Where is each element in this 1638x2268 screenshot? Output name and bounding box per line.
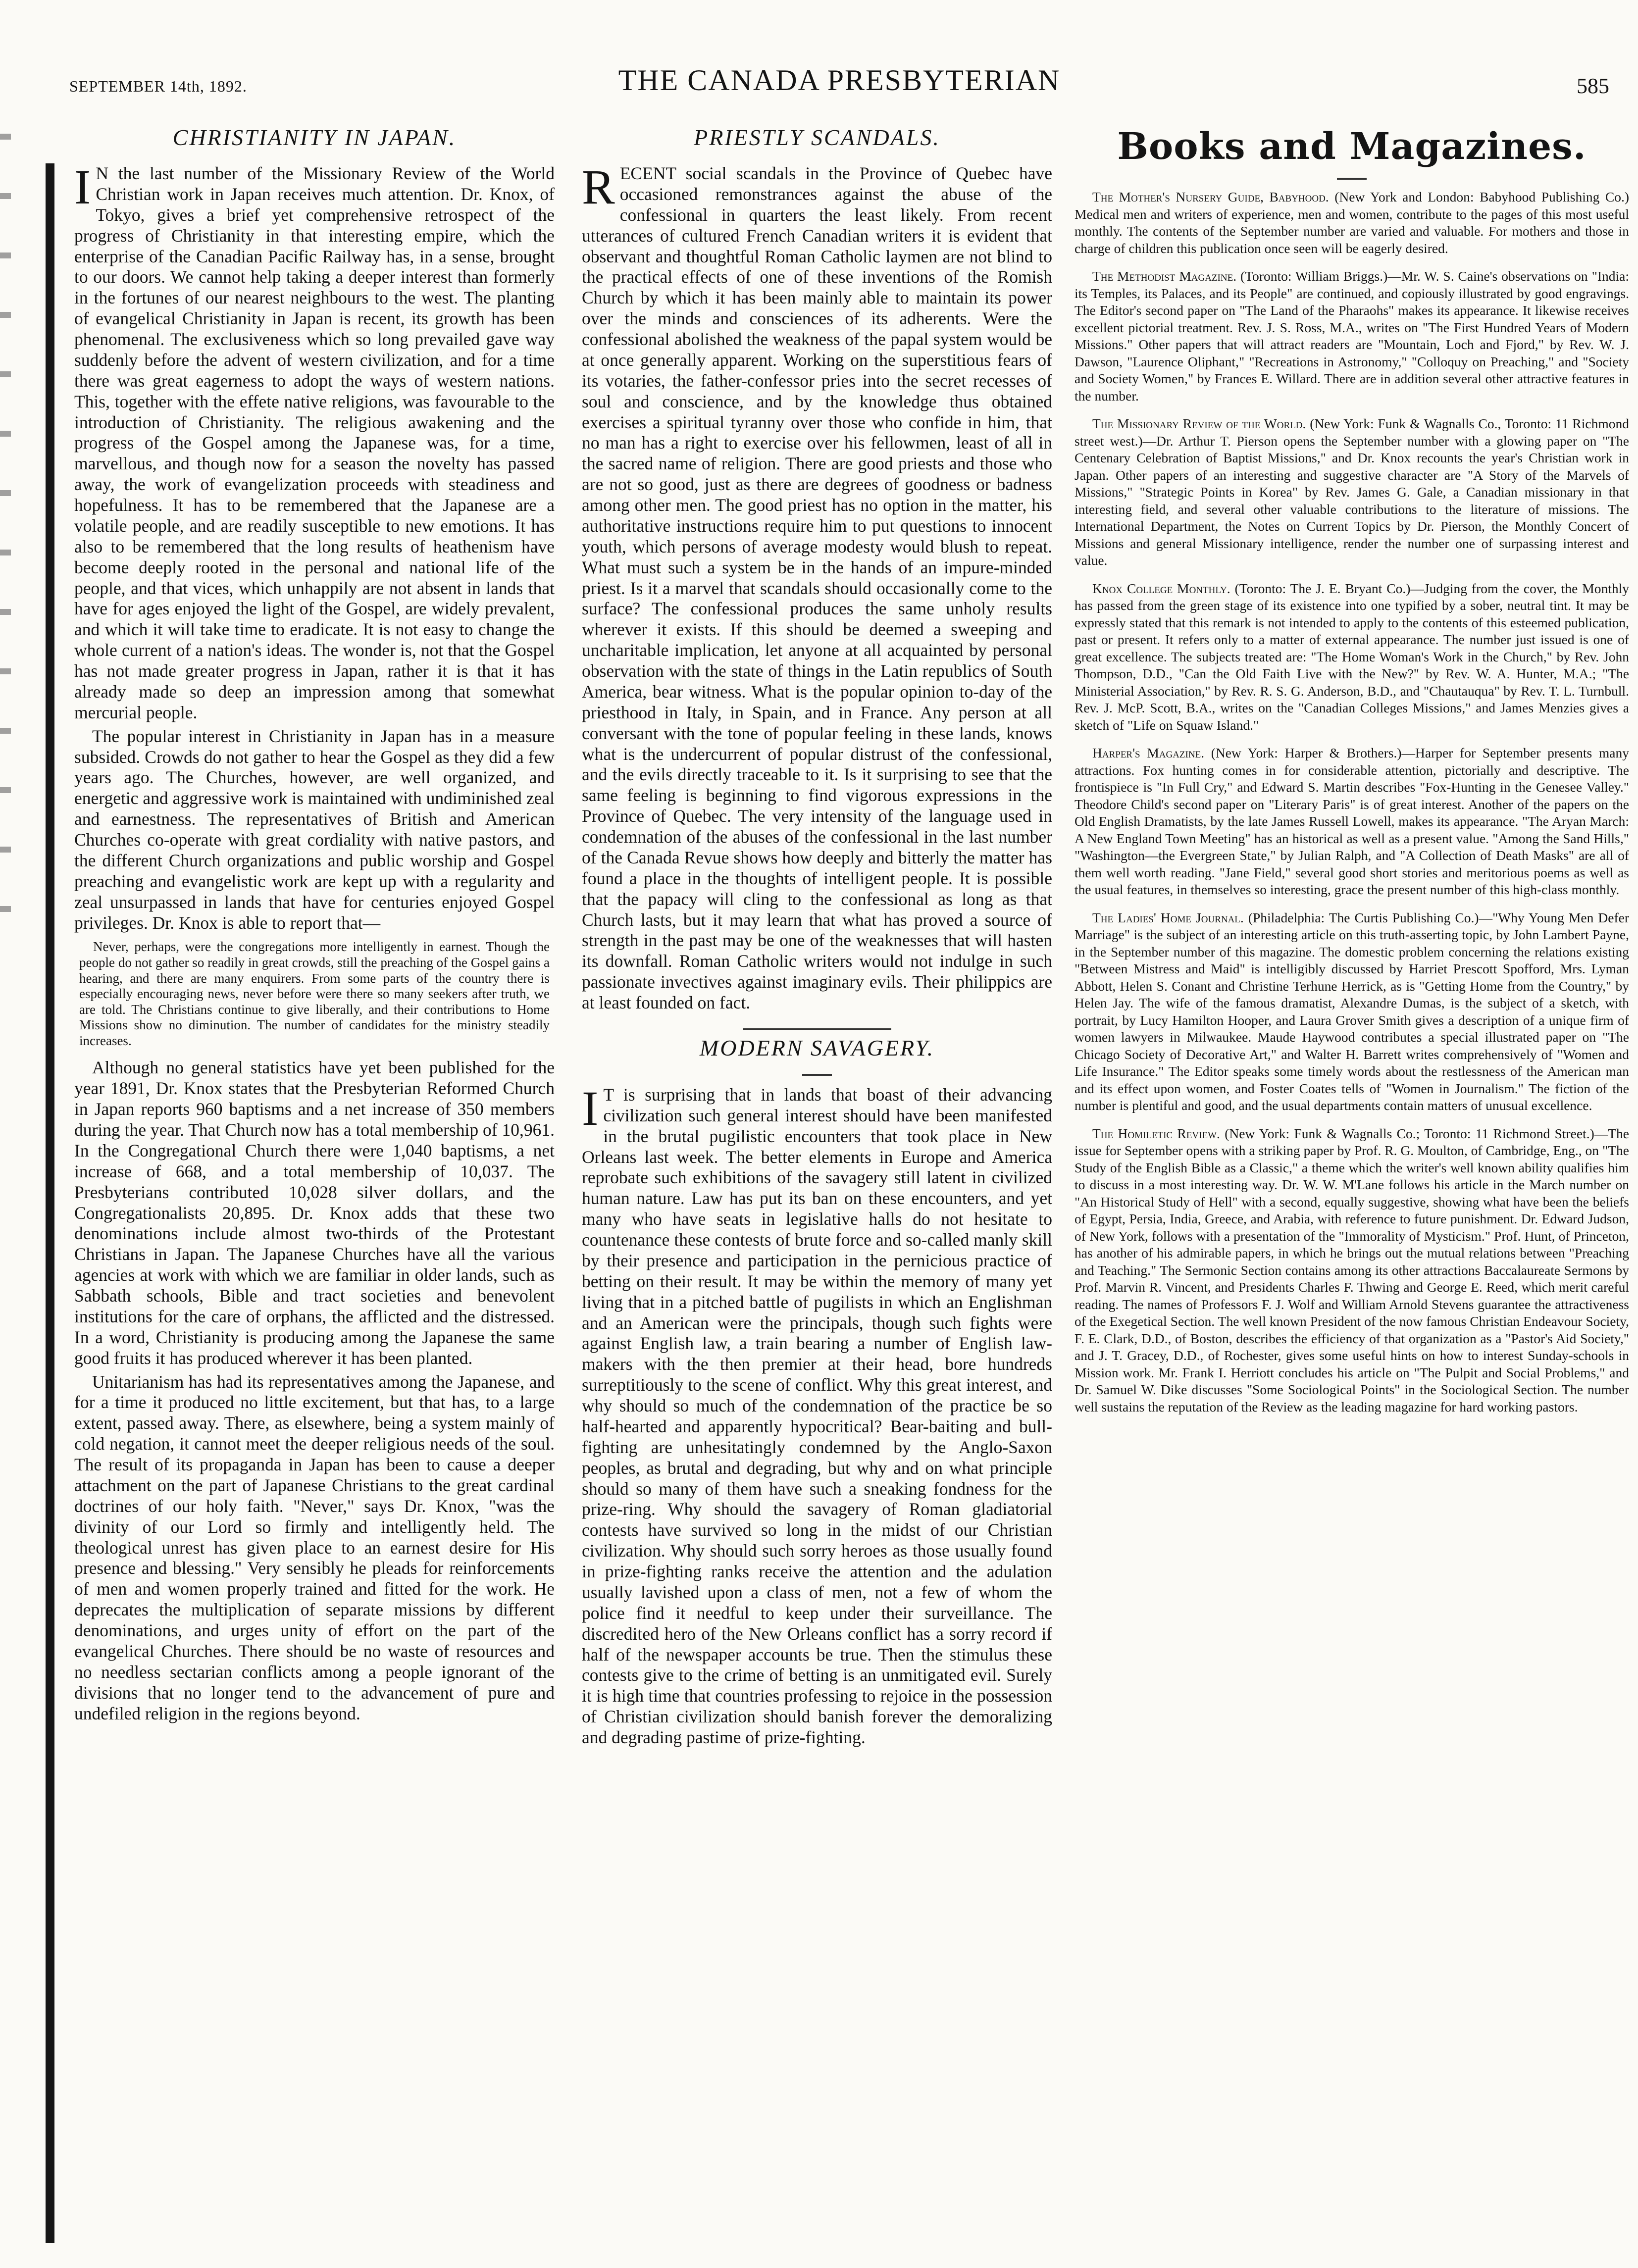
paragraph: IN the last number of the Missionary Review of the World Christian work in Japan receives much attention. Dr. Knox, of Tokyo, gives a brief yet comprehensive retrospect of the progress of Christianity in that interesting empire, which the enterprise of the Canadian Pacific Railway has, in a sense, brought to our doors. We cannot help taking a deeper interest than formerly in the fortunes of our nearest neighbours to the west. The planting of evangelical Christianity in Japan is recent, its growth has been phenomenal. The exclusiveness which so long prevailed gave way suddenly before the advent of western civilization, and for a time there was great eagerness to adopt the ways of western nations. This, together with the effete native religions, was favourable to the introduction of Christianity. The religious awakening and the progress of the Gospel among the Japanese was, for a time, marvellous, and though now for a season the novelty has passed away, the work of evangelization proceeds with steadiness and hopefulness. It has to be remembered that the Japanese are a volatile people, and are readily susceptible to new emotions. It has also to be remembered that the long results of heathenism have become deeply rooted in the personal and national life of the people, and that vices, which unhappily are not absent in lands that have for ages enjoyed the light of the Gospel, are widely prevalent, and which it will take time to eradicate. It is not easy to change the whole current of a nation's ideas. The wonder is, not that the Gospel has not made greater progress in Japan, rather it is that it has already made so deep an impression among that somewhat mercurial people.: [74, 159, 555, 722]
column-books-and-magazines: [1075, 121, 1629, 2238]
review-entry: [1075, 909, 1629, 1114]
review-entry: [1075, 415, 1629, 569]
column-editorials: [582, 121, 1052, 2238]
review-text: (New York and London: Babyhood Publishing Co.) Medical men and writers of experience, men and women, contribute to the pages of this most useful monthly. The contents of the September number are varied and valuable. For mothers and those in charge of children this publication once seen will be eagerly desired.: [1075, 189, 1629, 256]
review-text: (New York: Funk & Wagnalls Co., Toronto: 11 Richmond street west.)—Dr. Arthur T. Pierson opens the September number with a glowing paper on "The Centenary Celebration of Baptist Missions," and Dr. Knox recounts the year's Christian work in Japan. Other papers of an interesting and suggestive character are "A Story of the Marvels of Missions," "Strategic Points in Korea" by Rev. James G. Gale, a Canadian missionary in that interesting field, and several other valuable contributions to the literature of missions. The International Department, the Notes on Current Topics by Dr. Pierson, the Monthly Concert of Missions and general Missionary intelligence, render the number one of surpassing interest and value.: [1075, 416, 1629, 568]
review-text: (Toronto: William Briggs.)—Mr. W. S. Caine's observations on "India: its Temples, its Palaces, and its People" are continued, and copiously illustrated by good engravings. The Editor's second paper on "The Land of the Pharaohs" makes its appearance. It likewise receives excellent pictorial treatment. Rev. J. S. Ross, M.A., writes on "The First Hundred Years of Modern Missions." Other papers that will attract readers are "Mountain, Loch and Fjord," by Rev. W. J. Dawson, "Laurence Oliphant," "Recreations in Astronomy," "Colloquy on Preaching," and "Society and Society Women," by Frances E. Willard. There are in addition several other attractive features in the number.: [1075, 268, 1629, 403]
publication-name: The Mother's Nursery Guide, Babyhood.: [1092, 189, 1329, 204]
section-divider: [743, 1028, 891, 1030]
publication-name: The Ladies' Home Journal.: [1092, 909, 1244, 925]
review-entry: [1075, 1125, 1629, 1416]
paragraph: IT is surprising that in lands that boast of their advancing civilization such general interest should have been manifested in the brutal pugilistic encounters that took place in New Orleans last week. The better elements in Europe and America reprobate such exhibitions of the savagery still latent in civilized human nature. Law has put its ban on these encounters, and yet many who have seats in legislative halls do not hesitate to countenance these contests of brute force and so-called manly skill by their presence and participation in the pernicious practice of betting on their result. It may be within the memory of many yet living that in a pitched battle of pugilists in which an Englishman and an American were the principals, though such fights were against English law, a train bearing a number of English law-makers with the then premier at their head, bore hundreds surreptitiously to the scene of conflict. Why this great interest, and why should so much of the condemnation of the practice be so half-hearted and apparently hypocritical? Bear-baiting and bull-fighting are unhesitatingly condemned by the Anglo-Saxon peoples, as brutal and degrading, but why and on what principle should so many of them have such a sneaking fondness for the prize-ring. Why should the savagery of Roman gladiatorial contests have survived so long in the midst of our Christian civilization. Why should such sorry heroes as those usually found in prize-fighting ranks receive the attention and the adulation usually lavished upon a class of men, not a few of whom the police find it needful to keep under their surveillance. The discredited hero of the New Orleans conflict has a sorry record if half of the newspaper accounts be true. Then the stimulus these contests give to the crime of betting is an unmitigated evil. Surely it is high time that countries professing to rejoice in the possession of Christian civilization should banish forever the demoralizing and degrading pastime of prize-fighting.: [582, 1080, 1052, 1747]
block-quote: Never, perhaps, were the congregations more intelligently in earnest. Though the people do not gather so readily in great crowds, still the preaching of the Gospel gains a hearing, and there are many enquirers. From some parts of the country there is especially encouraging news, never before were there so many seekers after truth, we are told. The Christians continue to give liberally, and their contributions to Home Missions show no diminution. The number of candidates for the ministry steadily increases.: [79, 939, 550, 1048]
publication-name: The Homiletic Review.: [1092, 1125, 1220, 1141]
column-christianity-in-japan: [74, 121, 555, 2238]
review-entry: [1075, 580, 1629, 734]
paragraph: The popular interest in Christianity in Japan has in a measure subsided. Crowds do not gather to hear the Gospel as they did a few years ago. The Churches, however, are well organized, and energetic and aggressive work is maintained with undiminished zeal and earnestness. The representatives of British and American Churches co-operate with great cordiality with native pastors, and the different Church organizations and public worship and Gospel preaching and evangelistic work are kept up with a regularity and zeal unsurpassed in lands that have for centuries enjoyed Gospel privileges. Dr. Knox is able to report that—: [74, 726, 555, 933]
paragraph: RECENT social scandals in the Province of Quebec have occasioned remonstrances against the abuse of the confessional in quarters the least likely. From recent utterances of cultured French Canadian writers it is evident that observant and thoughtful Roman Catholic laymen are not blind to the practical effects of one of these inventions of the Romish Church by which it has been mainly able to maintain its power over the minds and consciences of its adherents. Were the confessional abolished the weakness of the papal system would be at once generally apparent. Working on the superstitious fears of its votaries, the father-confessor pries into the secret recesses of soul and conscience, and by the knowledge thus obtained exercises a spiritual tyranny over those who confide in him, that no man has a right to exercise over his fellowmen, least of all in the sacred name of religion. There are good priests and those who are not so good, just as there are degrees of goodness or badness among other men. The good priest has no option in the matter, his authoritative instructions require him to put questions to innocent youth, which persons of average modesty would blush to repeat. What must such a system be in the hands of an impure-minded priest. Is it a marvel that scandals should occasionally come to the surface? The confessional produces the same unholy results wherever it exists. If this should be deemed a sweeping and uncharitable implication, let anyone at all acquainted by personal observation with the state of things in the Latin republics of South America, bear witness. What is the popular opinion to-day of the priesthood in Italy, in Spain, and in France. Any person at all conversant with the tone of popular feeling in these lands, knows what is the undercurrent of popular distrust of the confessional, and the evils directly traceable to it. Is it surprising to see that the same feeling is beginning to find vigorous expressions in the Province of Quebec. The very intensity of the language used in condemnation of the abuses of the confessional in the last number of the Canada Revue shows how deeply and bitterly the matter has found a place in the thoughts of intelligent people. It is possible that the papacy will cling to the confessional as long as that Church lasts, but it may learn that what has proved a source of strength in the past may be one of the weaknesses that will hasten its downfall. Roman Catholic writers would not indulge in such passionate invectives against imaginary evils. Their philippics are at least founded on fact.: [582, 159, 1052, 1012]
article-title: PRIESTLY SCANDALS.: [694, 125, 940, 150]
newspaper-title: THE CANADA PRESBYTERIAN: [618, 64, 1061, 97]
paragraph: Although no general statistics have yet been published for the year 1891, Dr. Knox states that the Presbyterian Reformed Church in Japan reports 960 baptisms and a net increase of 350 members during the year. That Church now has a total membership of 10,961. In the Congregational Church there were 1,040 baptisms, a net increase of 668, and a total membership of 10,037. The Presbyterians contributed 10,028 silver dollars, and the Congregationalists 20,895. Dr. Knox adds that these two denominations include almost two-thirds of the Protestant Christians in Japan. The Japanese Churches have all the various agencies at work with which we are familiar in older lands, such as Sabbath schools, Bible and tract societies and benevolent institutions for the care of orphans, the afflicted and the distressed. In a word, Christianity is producing among the Japanese the same good fruits it has produced wherever it has been planted.: [74, 1058, 555, 1368]
page-number: 585: [1577, 74, 1609, 98]
review-list: [1075, 189, 1629, 1415]
title-rule: [1337, 178, 1367, 180]
publication-name: Harper's Magazine.: [1092, 745, 1205, 760]
article-body: [74, 159, 555, 1724]
paragraph: Unitarianism has had its representatives among the Japanese, and for a time it produced no little excitement, but that has, to a large extent, passed away. There, as elsewhere, being a system mainly of cold negation, it cannot meet the deeper religious needs of the soul. The result of its propaganda in Japan has been to cause a deeper attachment on the part of Japanese Christians to the great cardinal doctrines of our holy faith. "Never," says Dr. Knox, "was the divinity of our Lord so firmly and intelligently held. The theological unrest has given place to an earnest desire for His presence and blessing." Very sensibly he pleads for reinforcements of men and women properly trained and fitted for the work. He deprecates the multiplication of separate missions by different denominations, and urges unity of effort on the part of the evangelical Churches. There should be no waste of resources and no needless sectarian conflicts among a people ignorant of the divisions that no longer tend to the advancement of pure and undefiled religion in the regions beyond.: [74, 1371, 555, 1723]
title-rule: [802, 1074, 832, 1076]
publication-name: The Missionary Review of the World.: [1092, 416, 1306, 431]
review-entry: [1075, 189, 1629, 257]
review-entry: [1075, 268, 1629, 404]
review-text: (New York: Harper & Brothers.)—Harper for September presents many attractions. Fox hunting comes in for considerable attention, pictorially and descriptive. The frontispiece is "In Full Cry," and Edward S. Martin describes "Fox-Hunting in the Genesee Valley." Theodore Child's second paper on "Literary Paris" is of great interest. Another of the papers on the Old English Dramatists, by the late James Russell Lowell, makes its appearance. "The Aryan March: A New England Town Meeting" has an historical as well as a present value. "Among the Sand Hills," "Washington—the Evergreen State," by Julian Ralph, and "A Collection of Death Masks" are all of them well worth reading. "Jane Field," several good short stories and meritorious poems as well as the usual features, in themselves so interesting, grace the present number of this high-class monthly.: [1075, 745, 1629, 897]
review-text: (Toronto: The J. E. Bryant Co.)—Judging from the cover, the Monthly has passed from the green stage of its existence into one typified by a sober, neutral tint. It may be expressly stated that this remark is not intended to apply to the contents of this esteemed publication, past or present. It refers only to a matter of external appearance. The number just issued is one of great excellence. The subjects treated are: "The Home Woman's Work in the Church," by Rev. John Thompson, D.D., "Can the Old Faith Live with the New?" by Rev. W. A. Hunter, M.A.; "The Ministerial Association," by Rev. R. S. G. Anderson, B.D., and "Chautauqua" by Rev. T. L. Turnbull. Rev. J. McP. Scott, B.A., writes on the "Canadian Colleges Missions," and James Menzies gives a sketch of "Life on Squaw Island.": [1075, 580, 1629, 733]
section-title: Books and Magazines.: [1117, 125, 1587, 168]
review-entry: [1075, 745, 1629, 899]
scan-edge-bar: [46, 163, 54, 2243]
article-body: [582, 1080, 1052, 1748]
issue-date: SEPTEMBER 14th, 1892.: [69, 77, 247, 95]
masthead: [69, 58, 1609, 103]
review-text: (Philadelphia: The Curtis Publishing Co.)—"Why Young Men Defer Marriage" is the subject of an interesting article on this truth-asserting topic, by John Lambert Payne, in the September number of this magazine. The domestic problem concerning the relations existing "Between Mistress and Maid" is intelligibly discussed by Harriet Prescott Spofford, Mrs. Lyman Abbott, Helen S. Conant and Christine Terhune Herrick, as is "Getting Home from the Country," by Helen Jay. The wife of the famous dramatist, Alexandre Dumas, is the subject of a sketch, with portrait, by Lucy Hamilton Hooper, and Laura Grover Smith gives a description of a unique firm of women lawyers in Milwaukee. Maude Haywood contributes a special illustrated paper on "The Chicago Society of Decorative Art," and Walter H. Barrett writes comprehensively of "Women and Life Insurance." The Editor speaks some timely words about the restlessness of the American man and its effect upon women, and Foster Coates tells of "Women in Journalism." The fiction of the number is plentiful and good, and the usual departments contain matters of unusual excellence.: [1075, 909, 1629, 1113]
scan-edge-left: [0, 114, 11, 926]
article-body: [582, 159, 1052, 1013]
publication-name: The Methodist Magazine.: [1092, 268, 1237, 284]
article-title: CHRISTIANITY IN JAPAN.: [172, 125, 457, 150]
publication-name: Knox College Monthly.: [1092, 580, 1230, 596]
article-title: MODERN SAVAGERY.: [699, 1035, 935, 1060]
review-text: (New York: Funk & Wagnalls Co.; Toronto: 11 Richmond Street.)—The issue for September opens with a striking paper by Prof. R. G. Moulton, of Cambridge, Eng., on "The Study of the English Bible as a Classic," a theme which the writer's well known ability qualifies him to discuss in a most interesting way. Dr. W. W. M'Lane follows his article in the March number on "An Historical Study of Hell" with a second, equally suggestive, showing what have been the beliefs of Egypt, Persia, India, Greece, and Arabia, with reference to future punishment. Dr. Edward Judson, of New York, follows with a presentation of the "Immorality of Mysticism." Prof. Hunt, of Princeton, has another of his admirable papers, in which he brings out the mutual relations between "Preaching and Teaching." The Sermonic Section contains among its other attractions Baccalaureate Sermons by Prof. Marvin R. Vincent, and Presidents Charles F. Thwing and George E. Reed, which merit careful reading. The names of Professors F. J. Wolf and William Arnold Stevens guarantee the attractiveness of the Exegetical Section. The well known President of the now famous Christian Endeavour Society, F. E. Clark, D.D., of Boston, describes the efficiency of that organization as a "Pastor's Aid Society," and J. T. Gracey, D.D., of Rochester, gives some useful hints on how to interest Sunday-schools in Mission work. Mr. Frank I. Herriott concludes his article on "The Pulpit and Social Problems," and Dr. Samuel W. Dike discusses "Some Sociological Points" in the Sociological Section. The number well sustains the reputation of the Review as the leading magazine for hard working pastors.: [1075, 1125, 1629, 1414]
